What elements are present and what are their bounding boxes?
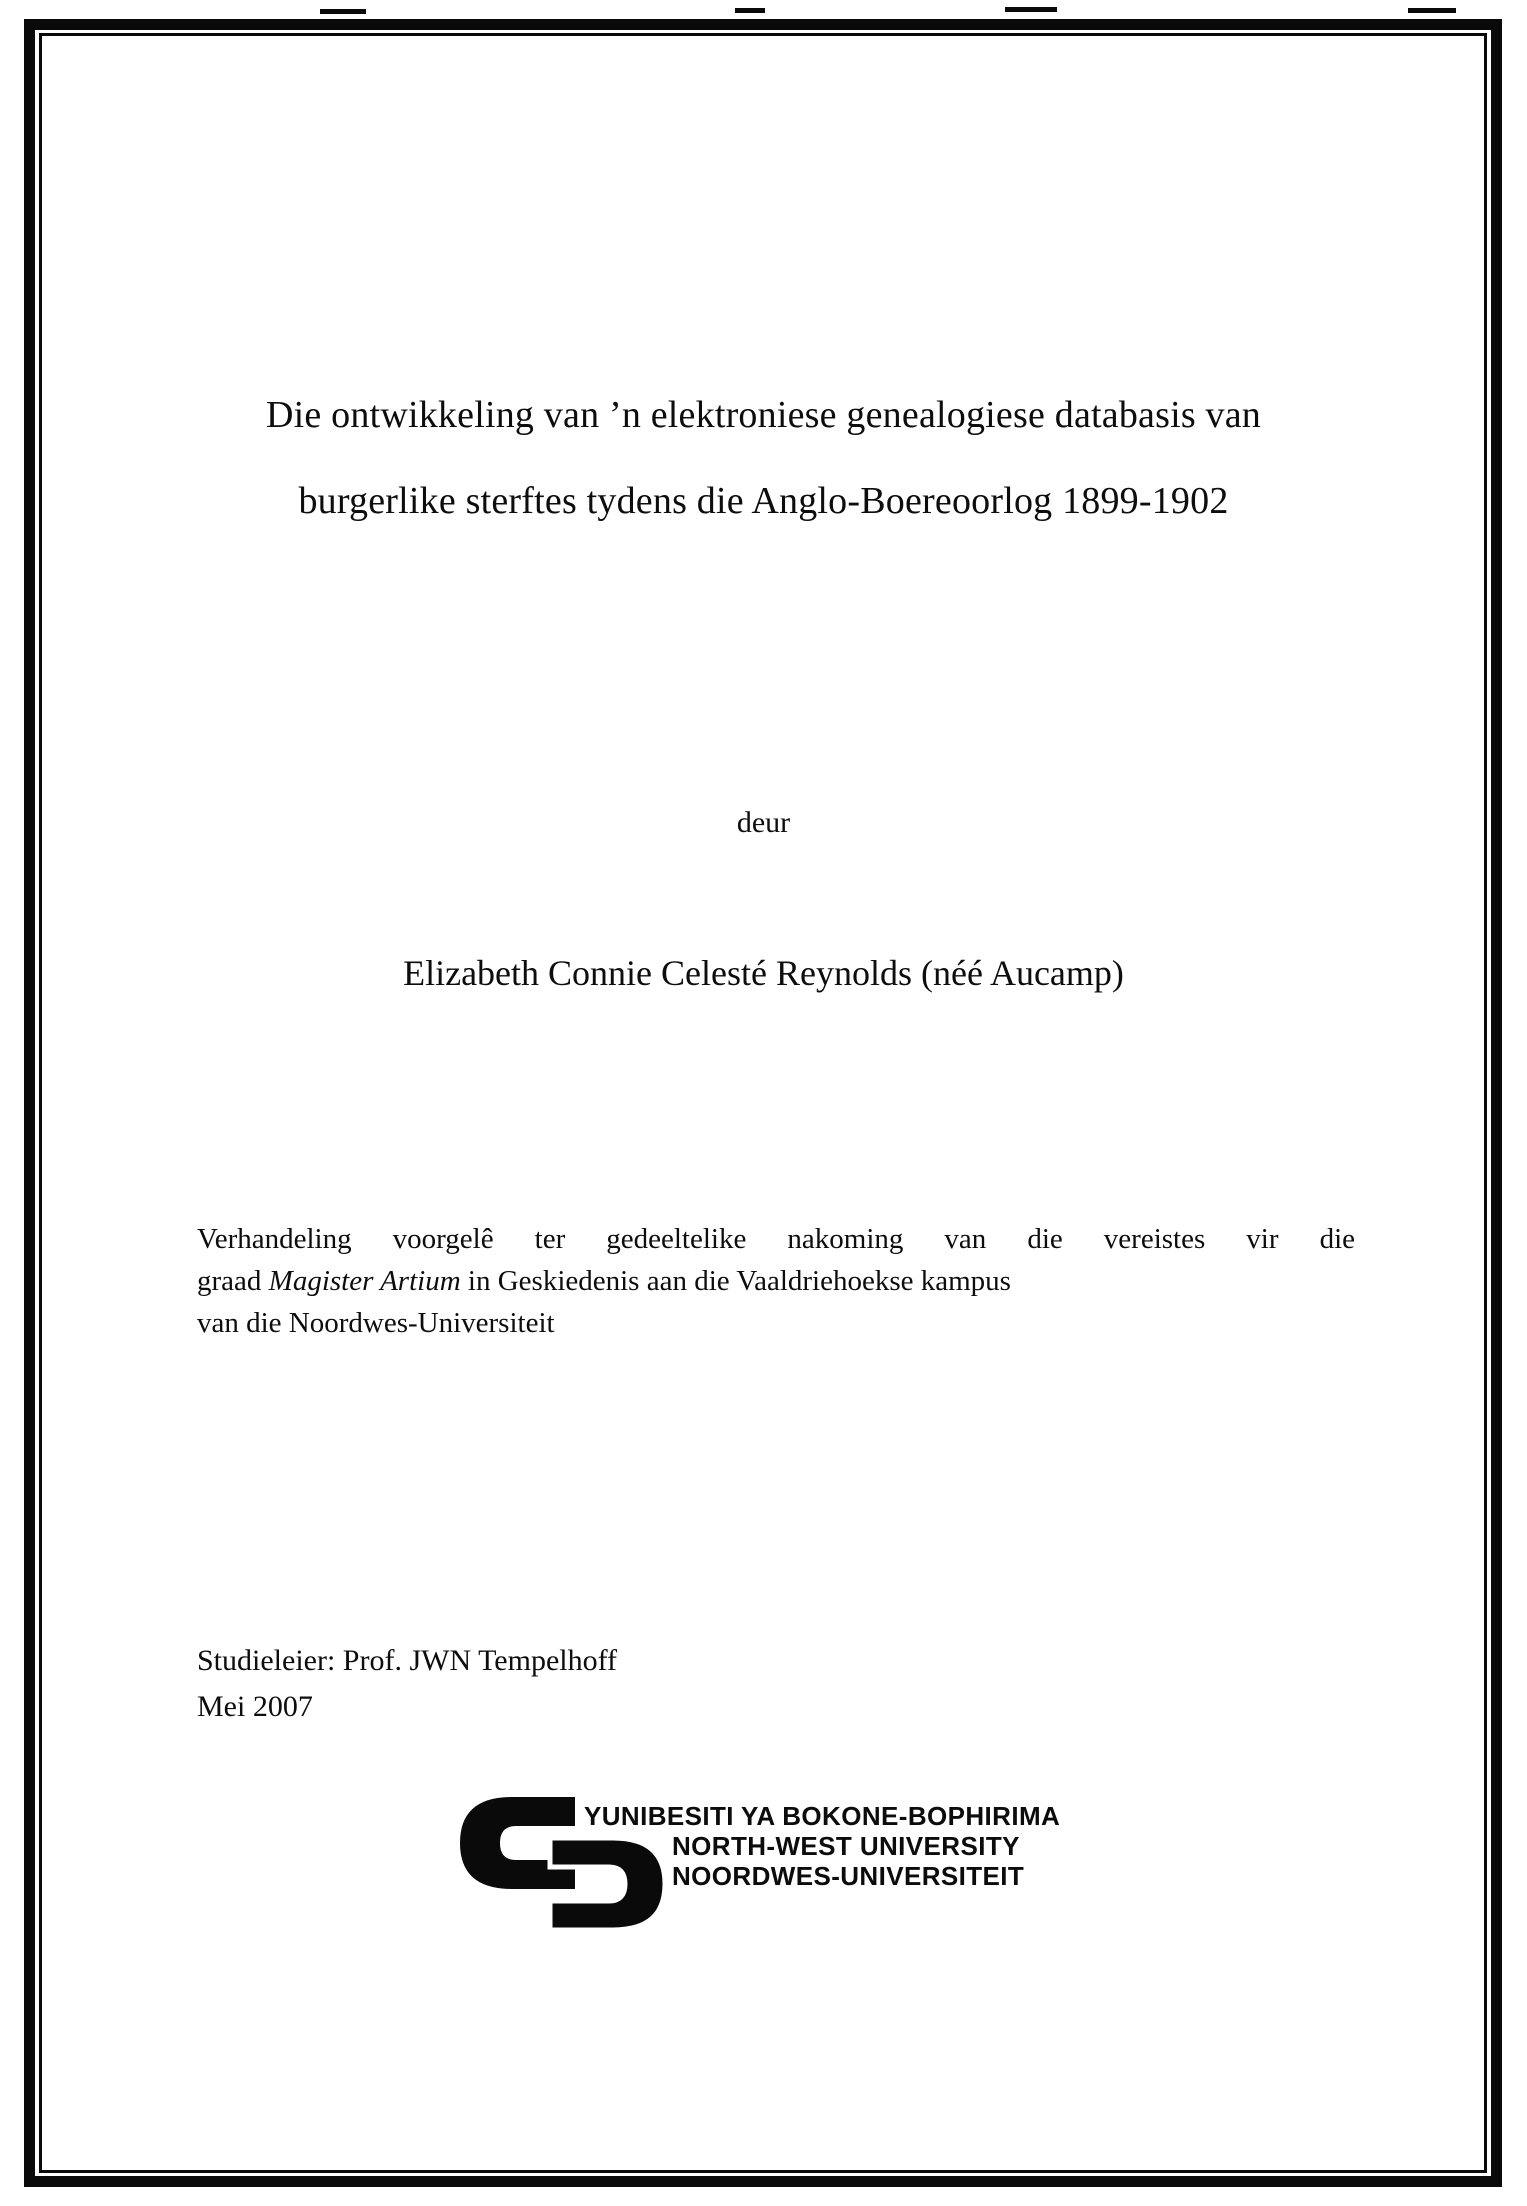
university-logo xyxy=(460,1795,1080,1940)
scan-artifact xyxy=(320,9,366,14)
author-name: Elizabeth Connie Celesté Reynolds (néé Aucamp) xyxy=(403,953,1124,993)
thesis-title-line-2: burgerlike sterftes tydens die Anglo-Boereoorlog 1899-1902 xyxy=(298,480,1229,522)
degree-statement-line-3: van die Noordwes-Universiteit xyxy=(197,1307,555,1339)
thesis-title-line-1: Die ontwikkeling van ’n elektroniese genealogiese databasis van xyxy=(266,394,1261,436)
degree-statement-line-1: Verhandeling voorgelê ter gedeeltelike nakoming van die vereistes vir die xyxy=(197,1223,1355,1255)
date-line: Mei 2007 xyxy=(197,1690,313,1723)
degree-statement-line-2 xyxy=(197,1260,1355,1302)
supervisor-block xyxy=(197,1638,617,1730)
degree-statement xyxy=(197,1218,1355,1344)
supervisor-line: Studieleier: Prof. JWN Tempelhoff xyxy=(197,1644,618,1677)
degree-statement-line-2-post: in Geskiedenis aan die Vaaldriehoekse kampus xyxy=(460,1265,1011,1297)
university-logo-text xyxy=(584,1801,1060,1891)
degree-name-italic: Magister Artium xyxy=(268,1265,461,1297)
byline-label: deur xyxy=(736,806,791,839)
scan-artifact xyxy=(1408,8,1456,13)
logo-line-afrikaans: NOORDWES-UNIVERSITEIT xyxy=(672,1861,1025,1891)
scan-artifact xyxy=(735,8,765,13)
logo-line-setswana: YUNIBESITI YA BOKONE-BOPHIRIMA xyxy=(584,1801,1061,1831)
thesis-title xyxy=(120,372,1407,544)
degree-statement-line-2-pre: graad xyxy=(197,1265,269,1297)
scan-artifact xyxy=(1005,7,1057,12)
logo-line-english: NORTH-WEST UNIVERSITY xyxy=(672,1831,1020,1861)
